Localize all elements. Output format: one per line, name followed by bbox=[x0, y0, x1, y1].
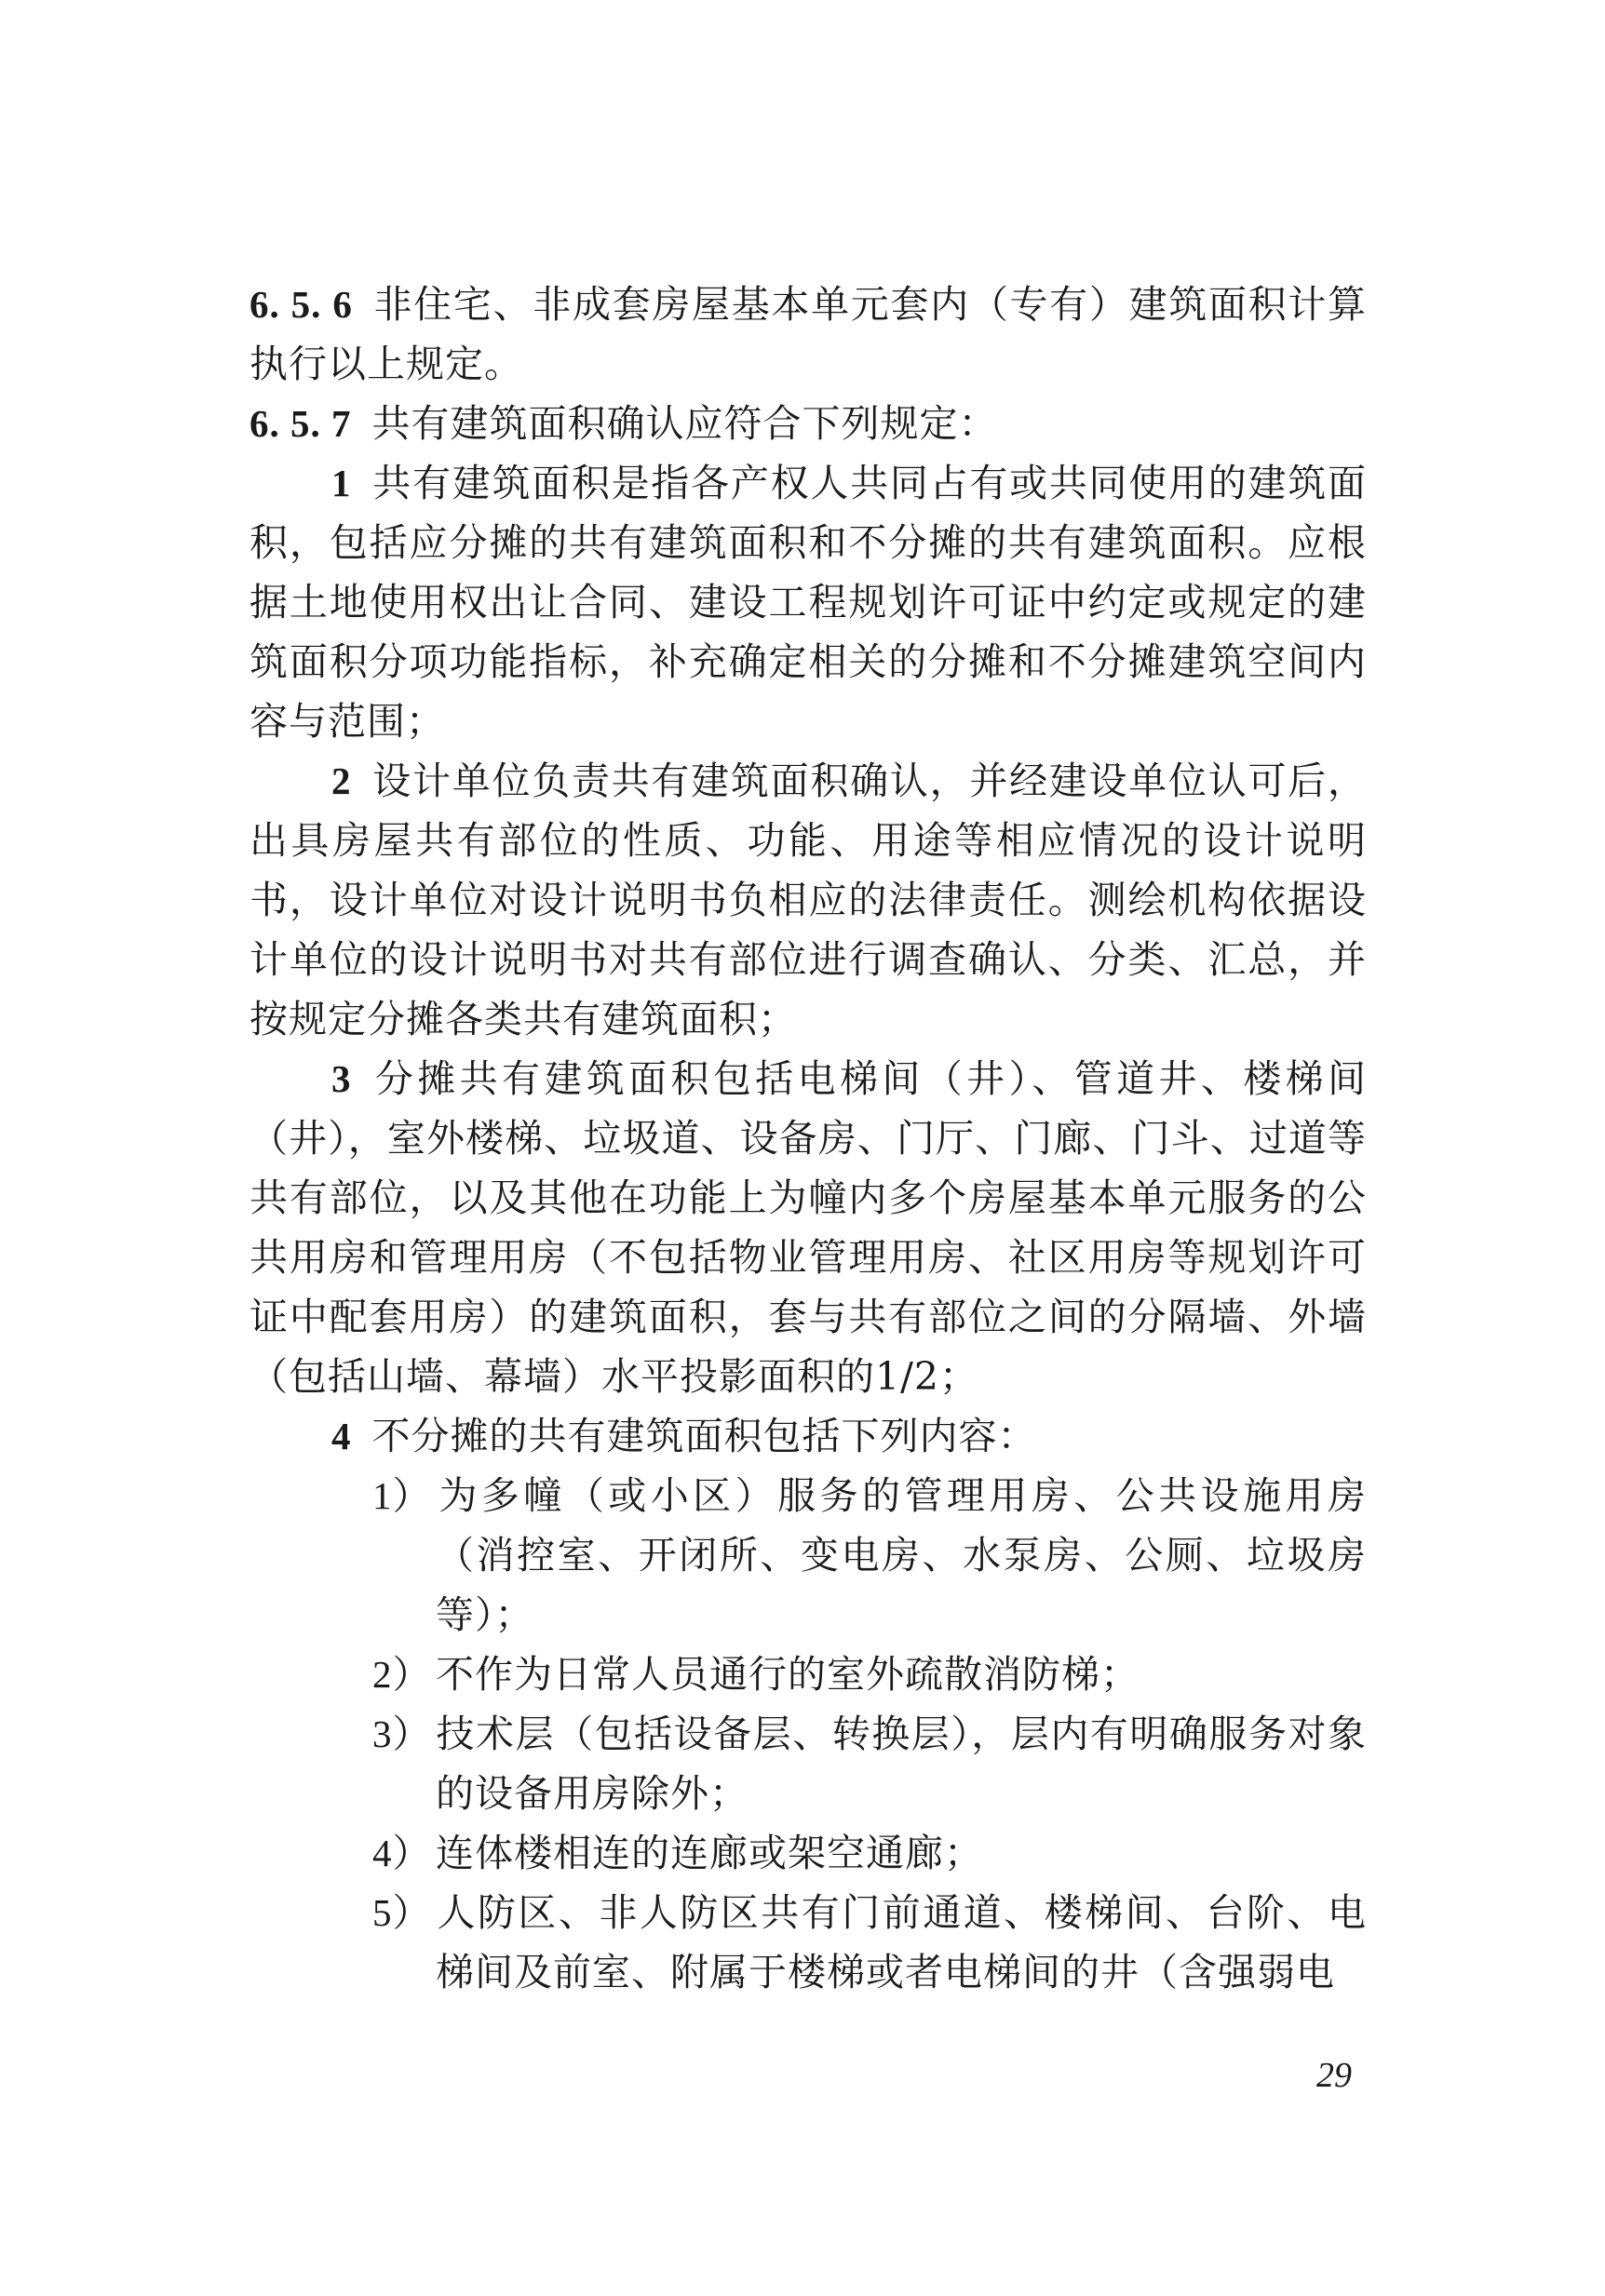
sub-item-text: 连体楼相连的连廊或架空通廊； bbox=[436, 1831, 983, 1875]
clause-text: 非住宅、非成套房屋基本单元套内（专有）建筑面积计算执行以上规定。 bbox=[250, 282, 1368, 386]
sub-item-1 bbox=[250, 1466, 1367, 1645]
clause-number: 6. 5. 7 bbox=[250, 402, 352, 445]
item-text: 设计单位负责共有建筑面积确认，并经建设单位认可后，出具房屋共有部位的性质、功能、用途等相应情况的设计说明书，设计单位对设计说明书负相应的法律责任。测绘机构依据设计单位的设计说明书对共有部位进行调查确认、分类、汇总，并按规定分摊各类共有建筑面积； bbox=[250, 759, 1367, 1041]
sub-item-text: 为多幢（或小区）服务的管理用房、公共设施用房（消控室、开闭所、变电房、水泵房、公厕、垃圾房等）； bbox=[436, 1473, 1367, 1637]
item-text: 共有建筑面积是指各产权人共同占有或共同使用的建筑面积，包括应分摊的共有建筑面积和不分摊的共有建筑面积。应根据土地使用权出让合同、建设工程规划许可证中约定或规定的建筑面积分项功能指标，补充确定相关的分摊和不分摊建筑空间内容与范围； bbox=[250, 461, 1367, 744]
sub-item-text: 技术层（包括设备层、转换层），层内有明确服务对象的设备用房除外； bbox=[436, 1712, 1367, 1816]
page-body bbox=[250, 275, 1367, 2002]
list-item-1 bbox=[250, 453, 1367, 751]
item-number: 2 bbox=[331, 759, 352, 802]
sub-item-number: 5） bbox=[372, 1891, 432, 1934]
item-number: 1 bbox=[331, 462, 352, 504]
clause-number: 6. 5. 6 bbox=[250, 283, 353, 326]
sub-item-5 bbox=[250, 1883, 1367, 2002]
sub-item-number: 4） bbox=[372, 1832, 432, 1874]
sub-item-2 bbox=[250, 1645, 1367, 1704]
sub-item-text: 不作为日常人员通行的室外疏散消防梯； bbox=[436, 1652, 1140, 1697]
page-number: 29 bbox=[1316, 2056, 1352, 2095]
sub-item-number: 2） bbox=[372, 1653, 432, 1696]
item-number: 4 bbox=[331, 1415, 352, 1457]
list-item-4 bbox=[250, 1406, 1367, 1466]
sub-item-4 bbox=[250, 1823, 1367, 1883]
clause-text: 共有建筑面积确认应符合下列规定： bbox=[371, 401, 998, 446]
sub-item-3 bbox=[250, 1704, 1367, 1823]
clause-6-5-6 bbox=[250, 275, 1367, 394]
sub-item-text: 人防区、非人防区共有门前通道、楼梯间、台阶、电梯间及前室、附属于楼梯或者电梯间的井（含强弱电 bbox=[436, 1890, 1367, 1994]
item-text: 不分摊的共有建筑面积包括下列内容： bbox=[371, 1414, 1037, 1458]
list-item-3 bbox=[250, 1049, 1367, 1406]
item-number: 3 bbox=[331, 1057, 352, 1100]
item-text: 分摊共有建筑面积包括电梯间（井）、管道井、楼梯间（井），室外楼梯、垃圾道、设备房、门厅、门廊、门斗、过道等共有部位，以及其他在功能上为幢内多个房屋基本单元服务的公共用房和管理用房（不包括物业管理用房、社区用房等规划许可证中配套用房）的建筑面积，套与共有部位之间的分隔墙、外墙（包括山墙、幕墙）水平投影面积的1/2； bbox=[250, 1056, 1367, 1399]
sub-item-number: 3） bbox=[372, 1712, 432, 1755]
clause-6-5-7 bbox=[250, 394, 1367, 453]
list-item-2 bbox=[250, 751, 1367, 1049]
sub-item-number: 1） bbox=[372, 1474, 432, 1517]
